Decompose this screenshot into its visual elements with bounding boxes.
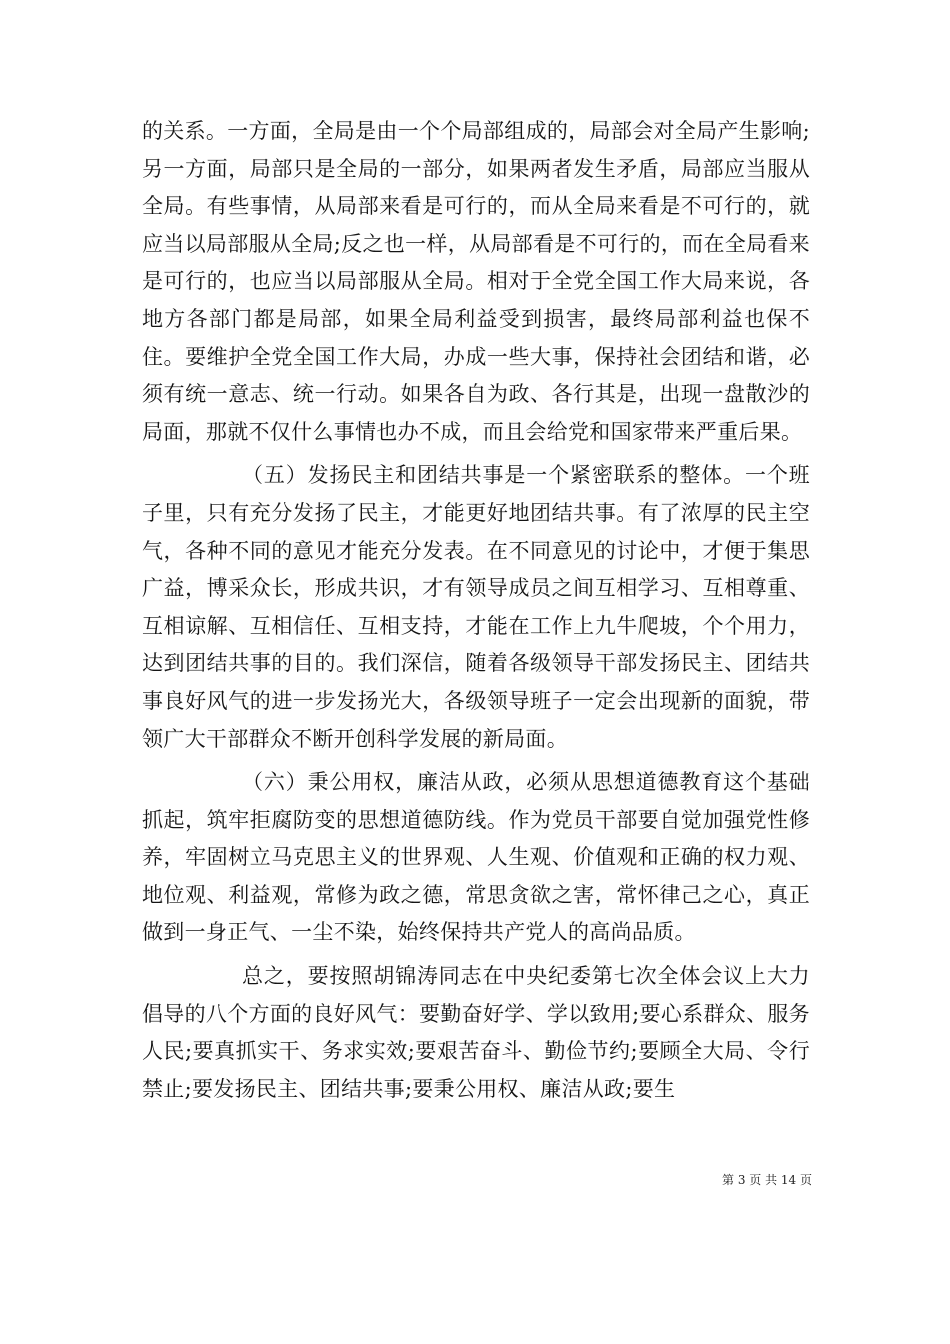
page-number: 第 3 页 共 14 页: [722, 1173, 812, 1187]
paragraph-five-democracy: （五）发扬民主和团结共事是一个紧密联系的整体。一个班子里，只有充分发扬了民主，才能更好地团结共事。有了浓厚的民主空气，各种不同的意见才能充分发表。在不同意见的讨论中，才便于集思广益，博采众长，形成共识，才有领导成员之间互相学习、互相尊重、互相谅解、互相信任、互相支持，才能在工作上九牛爬坡，个个用力，达到团结共事的目的。我们深信，随着各级领导干部发扬民主、团结共事良好风气的进一步发扬光大，各级领导班子一定会出现新的面貌，带领广大干部群众不断开创科学发展的新局面。: [142, 463, 810, 751]
paragraph-overall-situation: 的关系。一方面，全局是由一个个局部组成的，局部会对全局产生影响;另一方面，局部只是全局的一部分，如果两者发生矛盾，局部应当服从全局。有些事情，从局部来看是可行的，而从全局来看是不可行的，就应当以局部服从全局;反之也一样，从局部看是不可行的，而在全局看来是可行的，也应当以局部服从全局。相对于全党全国工作大局来说，各地方各部门都是局部，如果全局利益受到损害，最终局部利益也保不住。要维护全党全国工作大局，办成一些大事，保持社会团结和谐，必须有统一意志、统一行动。如果各自为政、各行其是，出现一盘散沙的局面，那就不仅什么事情也办不成，而且会给党和国家带来严重后果。: [142, 119, 810, 444]
paragraph-summary: 总之，要按照胡锦涛同志在中央纪委第七次全体会议上大力倡导的八个方面的良好风气：要勤奋好学、学以致用;要心系群众、服务人民;要真抓实干、务求实效;要艰苦奋斗、勤俭节约;要顾全大局、令行禁止;要发扬民主、团结共事;要秉公用权、廉洁从政;要生: [142, 964, 810, 1101]
document-body: [142, 113, 810, 1108]
paragraph-six-integrity: （六）秉公用权，廉洁从政，必须从思想道德教育这个基础抓起，筑牢拒腐防变的思想道德防线。作为党员干部要自觉加强党性修养，牢固树立马克思主义的世界观、人生观、价值观和正确的权力观、地位观、利益观，常修为政之德，常思贪欲之害，常怀律己之心，真正做到一身正气、一尘不染，始终保持共产党人的高尚品质。: [142, 770, 810, 945]
